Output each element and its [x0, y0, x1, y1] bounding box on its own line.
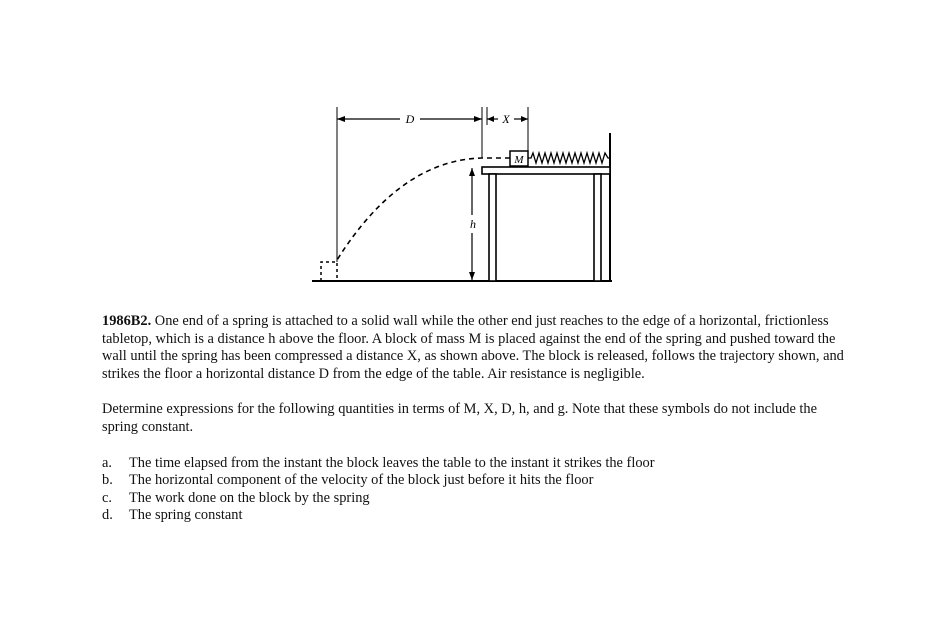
h-label: h	[470, 217, 476, 231]
problem-id: 1986B2.	[102, 313, 152, 329]
part-letter: b.	[102, 472, 113, 489]
instructions: Determine expressions for the following quantities in terms of M, X, D, h, and g. Note that these symbols do not include the spring constant.	[102, 401, 818, 435]
part-text: The horizontal component of the velocity of the block just before it hits the floor	[129, 472, 594, 489]
x-label: X	[502, 112, 510, 126]
d-arrow-left	[337, 116, 345, 122]
h-arrow-top	[469, 168, 475, 176]
table-leg-left	[489, 174, 496, 281]
x-arrow-left	[487, 116, 494, 122]
part-letter: d.	[102, 507, 113, 524]
d-arrow-right	[474, 116, 482, 122]
tabletop	[482, 167, 610, 174]
part-text: The spring constant	[129, 507, 243, 524]
table-leg-right	[594, 174, 601, 281]
parts-list	[102, 455, 852, 525]
problem-statement	[102, 313, 852, 383]
part-item	[102, 507, 852, 525]
part-text: The time elapsed from the instant the block leaves the table to the instant it strikes the floor	[129, 454, 655, 471]
physics-diagram	[0, 0, 949, 300]
part-text: The work done on the block by the spring	[129, 489, 370, 506]
part-item	[102, 472, 852, 490]
x-arrow-right	[521, 116, 528, 122]
spring	[528, 153, 610, 163]
landing-block-dashed	[321, 262, 337, 281]
part-item	[102, 490, 852, 508]
part-letter: a.	[102, 454, 112, 471]
part-letter: c.	[102, 489, 112, 506]
d-label: D	[405, 112, 415, 126]
block-m-label: M	[514, 154, 524, 166]
part-item	[102, 455, 852, 473]
problem-body: One end of a spring is attached to a solid wall while the other end just reaches to the edge of a horizontal, frictionless tabletop, which is a distance h above the floor. A block of mass M is placed against the end of the spring and pushed toward the wall until the spring has been compressed a distance X, as shown above. The block is released, follows the trajectory shown, and strikes the floor a horizontal distance D from the edge of the table. Air resistance is negligible.	[102, 313, 844, 382]
problem-text	[102, 313, 852, 525]
h-arrow-bottom	[469, 272, 475, 280]
